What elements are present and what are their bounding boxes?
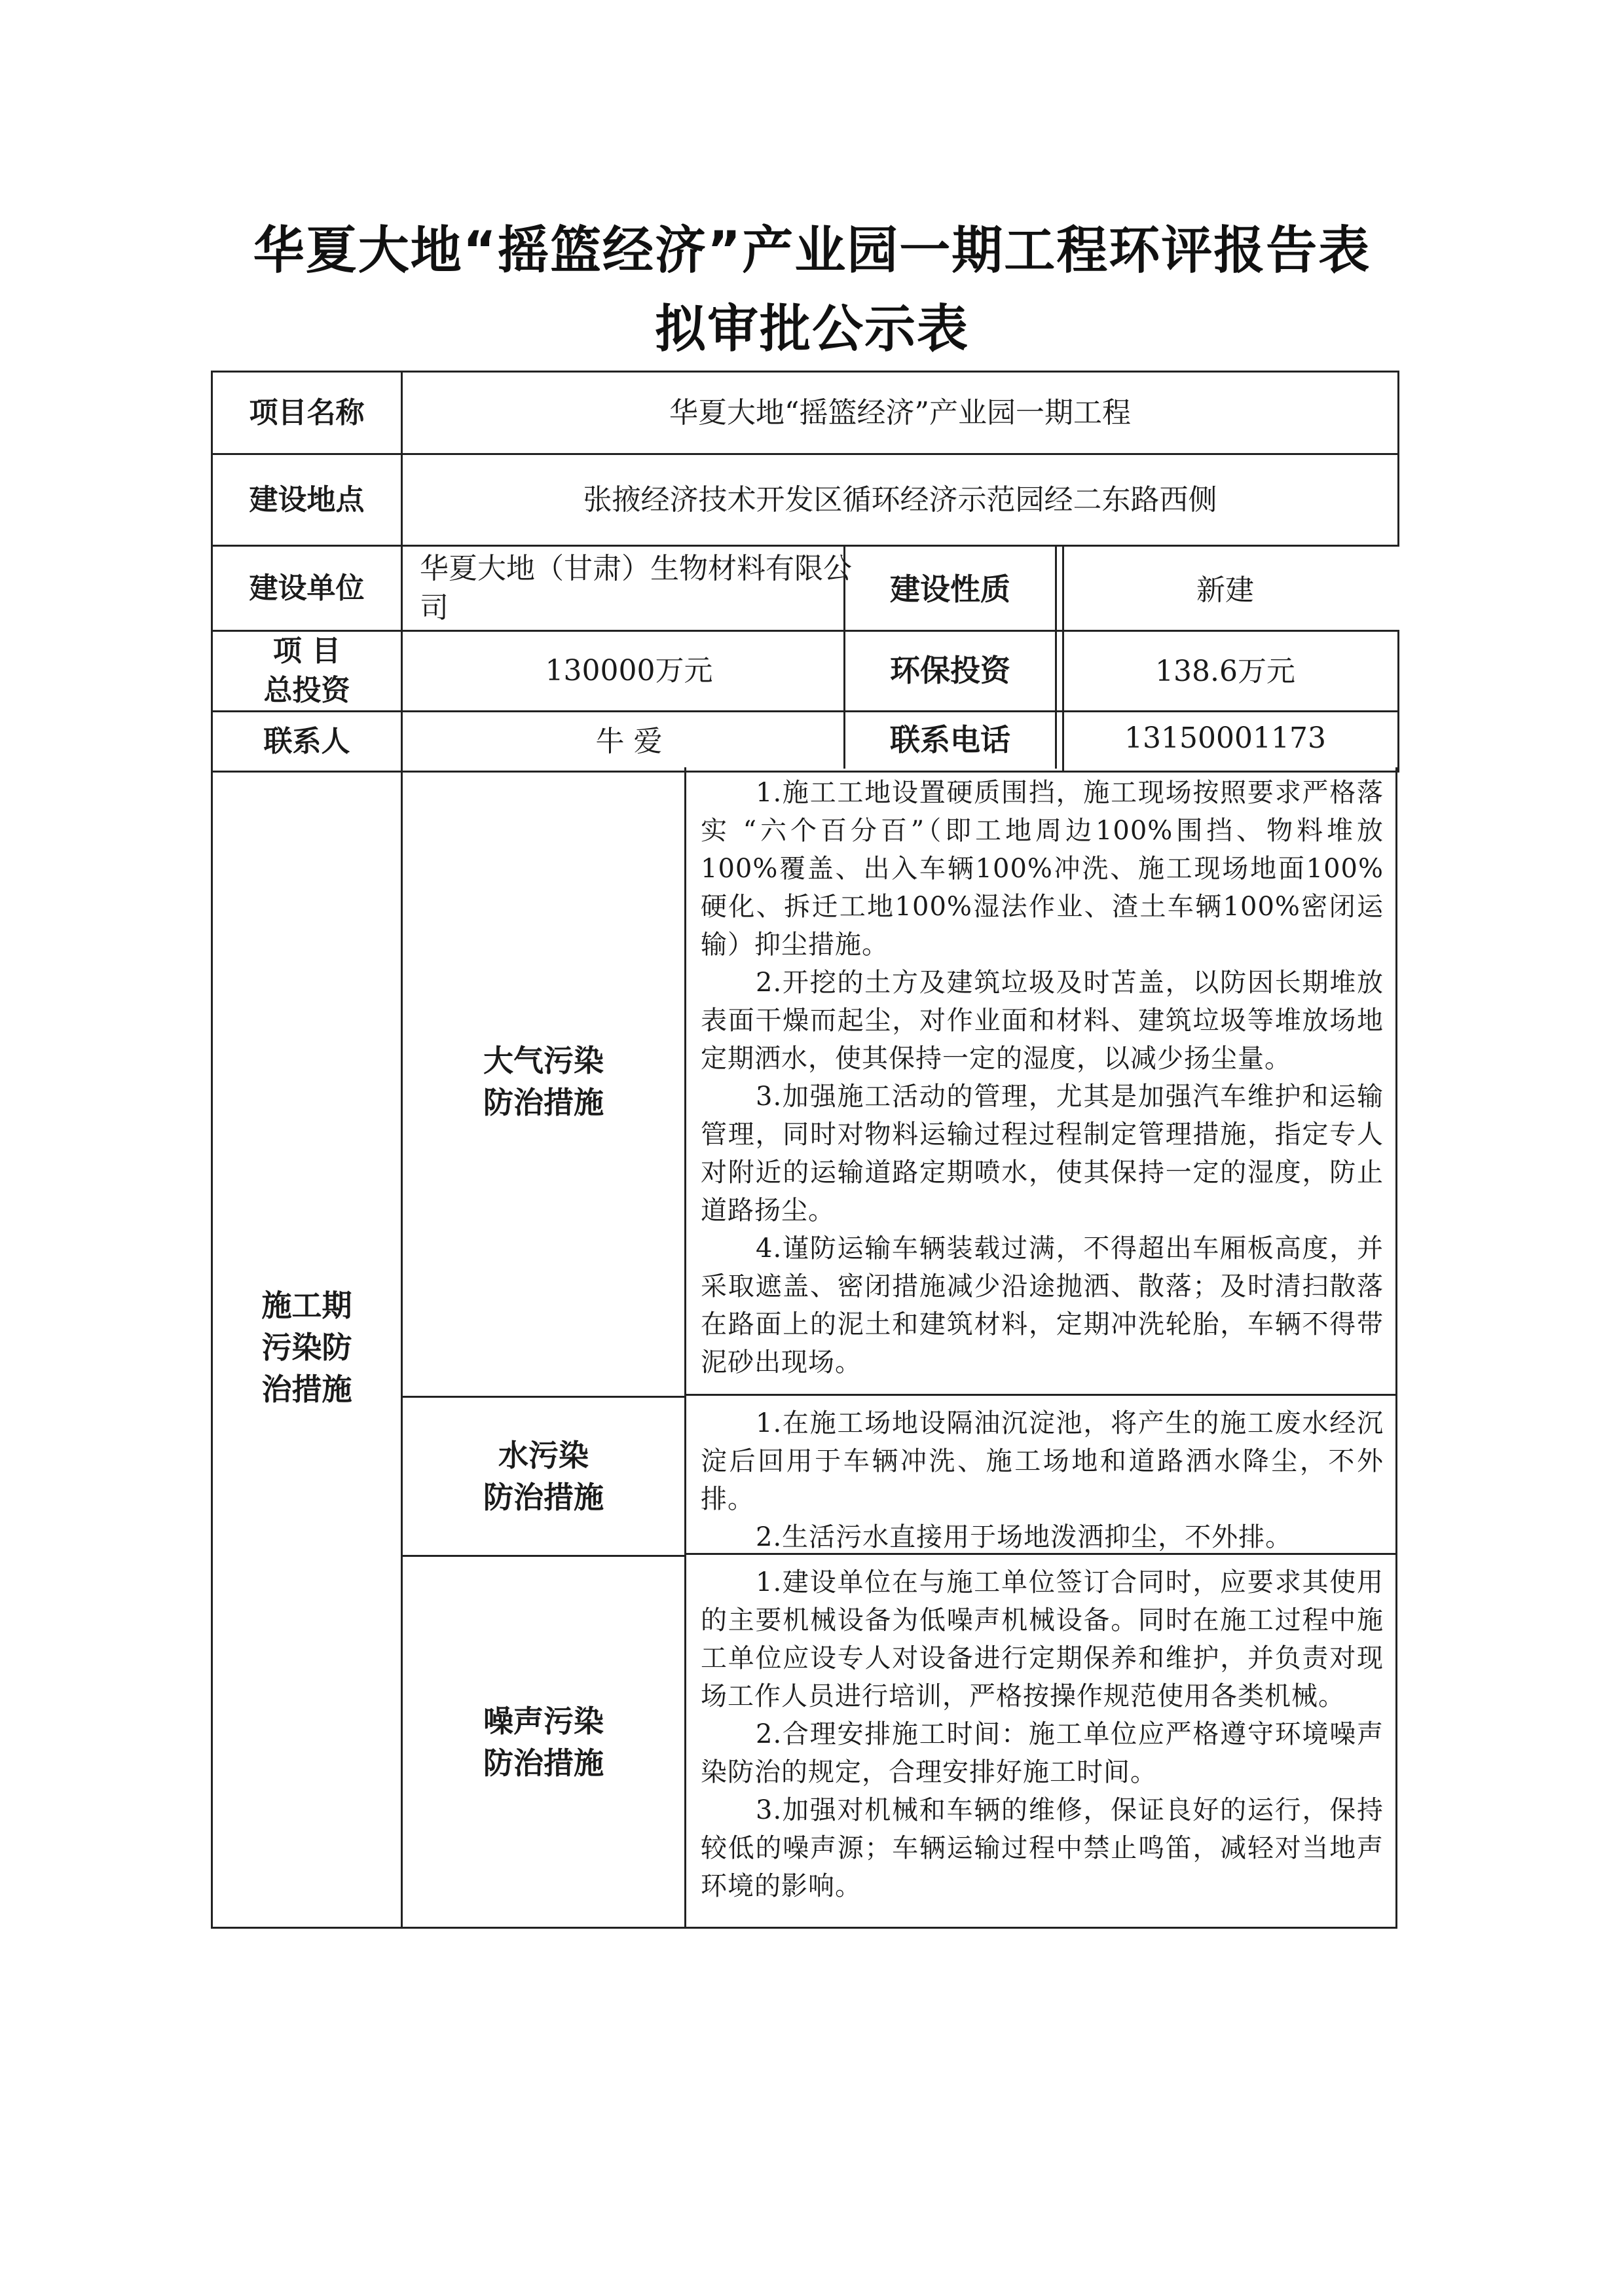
nature-label-box [843,545,1057,630]
noise-measure-2: 2.合理安排施工时间：施工单位应严格遵守环境噪声染防治的规定，合理安排好施工时间。 [701,1719,1384,1787]
nature-value: 新建 [1196,574,1254,607]
env-investment-label-box [843,630,1057,707]
phone-label-box [843,707,1057,769]
unit-label: 建设单位 [212,546,402,631]
contact-value-text: 牛 爱 [595,724,663,758]
air-label [403,767,686,1398]
noise-measure-1: 1.建设单位在与施工单位签订合同时，应要求其使用的主要机械设备为低噪声机械设备。同时在施工过程中施工单位应设专人对设备进行定期保养和维护，并负责对现场工作人员进行培训，严格按操作规范使用各类机械。 [701,1567,1384,1711]
noise-measure-3: 3.加强对机械和车辆的维修，保证良好的运行，保持较低的噪声源；车辆运输过程中禁止鸣笛，减轻对当地声环境的影响。 [701,1795,1384,1901]
unit-value-text: 华夏大地（甘肃）生物材料有限公司 [420,551,852,625]
row-location [212,454,1399,546]
water-label [403,1398,686,1557]
air-measure-4: 4.谨防运输车辆装载过满，不得超出车厢板高度，并采取遮盖、密闭措施减少沿途抛洒、散落；及时清扫散落在路面上的泥土和建筑材料，定期冲洗轮胎，车辆不得带泥砂出现场。 [701,1233,1384,1377]
project-name-value: 华夏大地“摇篮经济”产业园一期工程 [402,372,1399,454]
noise-label-line2: 防治措施 [483,1745,604,1781]
water-label-line1: 水污染 [498,1438,589,1473]
env-investment-value: 138.6万元 [1155,655,1295,688]
contact-label: 联系人 [212,712,402,772]
investment-value-text: 130000万元 [545,654,713,687]
air-label-line1: 大气污染 [483,1043,604,1078]
phone-value-box [1055,707,1395,769]
project-name-label: 项目名称 [212,372,402,454]
noise-label [403,1557,686,1927]
air-measure-2: 2.开挖的土方及建筑垃圾及时苫盖，以防因长期堆放表面干燥而起尘，对作业面和材料、建筑垃圾等堆放场地定期洒水，使其保持一定的湿度，以减少扬尘量。 [701,968,1384,1074]
noise-measures [686,1557,1395,1927]
construction-label-line2: 污染防 [261,1329,352,1365]
nature-label: 建设性质 [890,572,1010,607]
noise-label-line1: 噪声污染 [483,1703,604,1739]
phone-label: 联系电话 [890,722,1010,757]
row-project-name [212,372,1399,454]
location-label: 建设地点 [212,454,402,546]
construction-label [213,767,403,1927]
water-measures [686,1398,1395,1555]
investment-label-line1: 项 目 [272,634,341,668]
air-measures [686,767,1395,1396]
construction-section [211,767,1397,1929]
construction-label-line3: 治措施 [261,1371,352,1407]
phone-value: 13150001173 [1124,721,1326,755]
water-label-line2: 防治措施 [483,1480,604,1515]
env-investment-value-box [1055,630,1395,707]
air-label-line2: 防治措施 [483,1085,604,1120]
air-measure-1: 1.施工工地设置硬质围挡，施工现场按照要求严格落实 “六个百分百”（即工地周边100%围挡、物料堆放100%覆盖、出入车辆100%冲洗、施工现场地面100%硬化、拆迁工地100%湿法作业、渣土车辆100%密闭运输）抑尘措施。 [701,778,1384,960]
env-investment-label: 环保投资 [890,653,1010,688]
water-measure-1: 1.在施工场地设隔油沉淀池，将产生的施工废水经沉淀后回用于车辆冲洗、施工场地和道路洒水降尘，不外排。 [701,1408,1384,1514]
document-title: 华夏大地“摇篮经济”产业园一期工程环评报告表 [253,221,1371,280]
water-measure-2: 2.生活污水直接用于场地泼洒抑尘，不外排。 [756,1522,1293,1552]
construction-label-line1: 施工期 [261,1287,352,1323]
air-measure-3: 3.加强施工活动的管理，尤其是加强汽车维护和运输管理，同时对物料运输过程过程制定管理措施，指定专人对附近的运输道路定期喷水，使其保持一定的湿度，防止道路扬尘。 [701,1082,1384,1226]
investment-label-line2: 总投资 [263,674,350,707]
investment-label [212,631,402,712]
location-value: 张掖经济技术开发区循环经济示范园经二东路西侧 [402,454,1399,546]
document-subtitle: 拟审批公示表 [654,300,969,359]
nature-value-box [1055,545,1395,630]
